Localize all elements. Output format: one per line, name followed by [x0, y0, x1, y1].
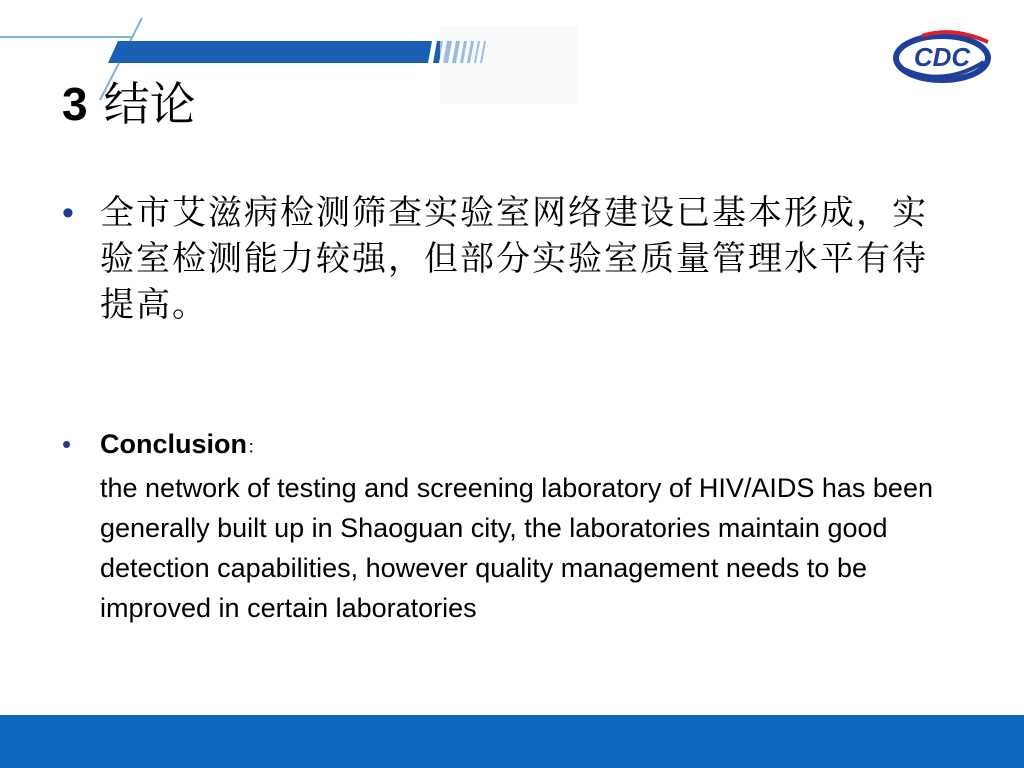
cdc-logo [892, 28, 994, 84]
bullet-item-chinese [62, 190, 942, 328]
bullet-text-english: the network of testing and screening laboratory of HIV/AIDS has been generally built up in Shaoguan city, the laboratories maintain good detection capabilities, however quality management needs to be improved in certain laboratories [100, 473, 933, 623]
conclusion-heading: Conclusion [100, 429, 247, 459]
logo-text: CDC [913, 42, 971, 72]
bullet-body-english [100, 424, 960, 628]
bullet-dot: • [62, 429, 72, 459]
bullet-item-english [62, 424, 962, 628]
header-shadow-block [440, 26, 578, 104]
bullet-text-chinese: 全市艾滋病检测筛查实验室网络建设已基本形成，实验室检测能力较强，但部分实验室质量管理水平有待提高。 [100, 193, 928, 325]
bullet-dot: • [62, 194, 74, 232]
footer-bar [0, 715, 1024, 768]
conclusion-colon: ： [247, 437, 265, 458]
title-number: 3 [62, 78, 88, 130]
slide-title [62, 74, 196, 134]
title-text: 结论 [103, 77, 196, 131]
header-band [108, 41, 432, 63]
